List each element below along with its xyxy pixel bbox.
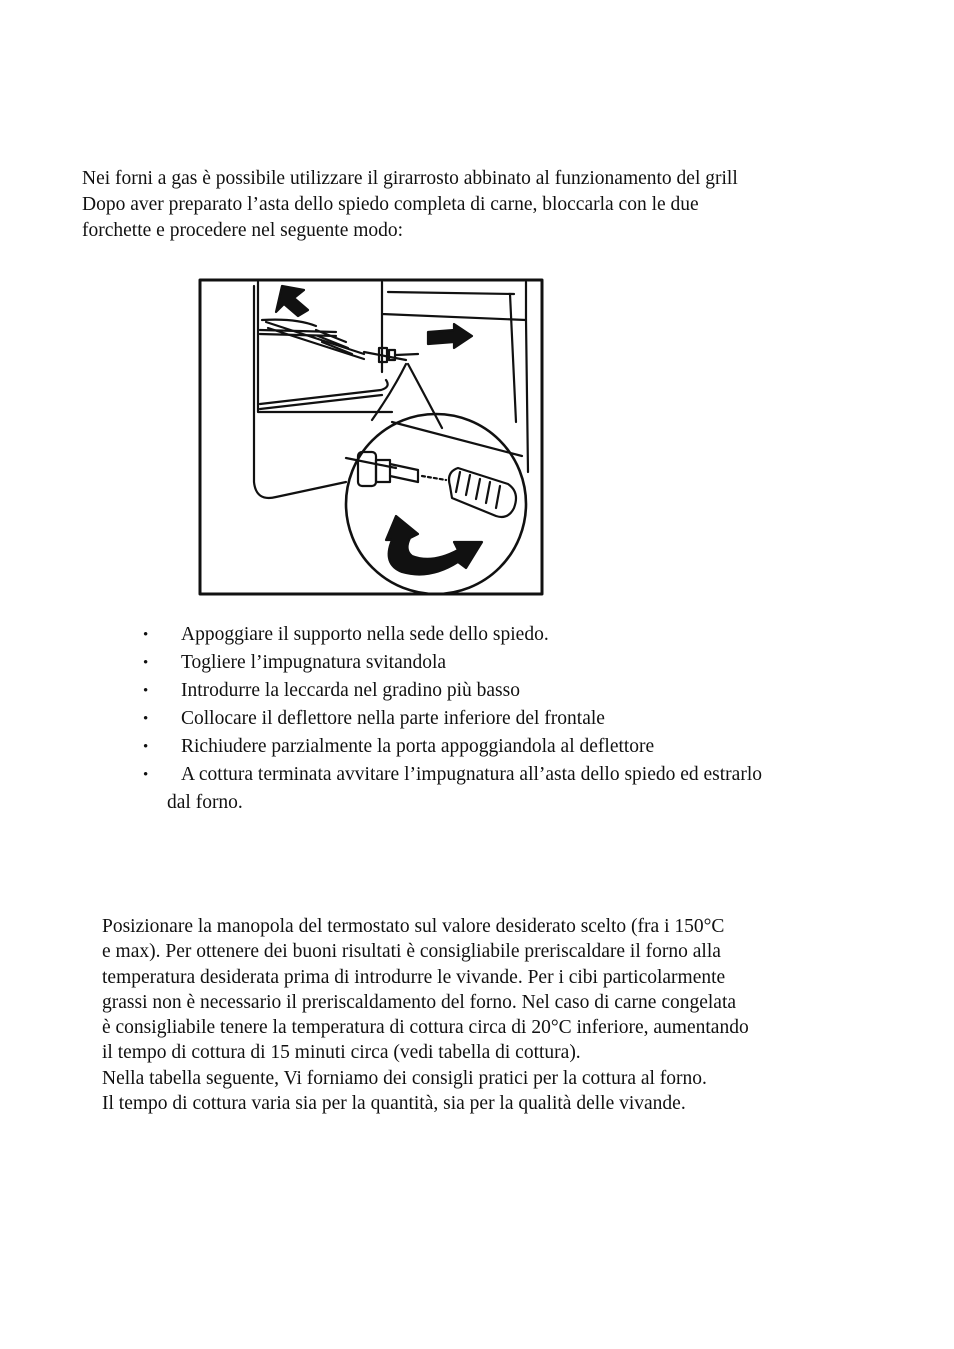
bullet-icon: • — [143, 655, 149, 671]
paragraph-line: Il tempo di cottura varia sia per la quantità, sia per la qualità delle vivande. — [102, 1093, 686, 1115]
paragraph-line: il tempo di cottura di 15 minuti circa (vedi tabella di cottura). — [102, 1042, 581, 1064]
list-item — [140, 733, 880, 761]
intro-paragraph — [82, 166, 872, 244]
list-item-continuation: dal forno. — [167, 792, 243, 813]
list-item — [140, 649, 880, 677]
list-item — [140, 705, 880, 733]
list-item — [140, 621, 880, 649]
intro-line: Dopo aver preparato l’asta dello spiedo completa di carne, bloccarla con le due — [82, 194, 699, 215]
list-item-text: Richiudere parzialmente la porta appoggiandola al deflettore — [181, 736, 655, 757]
bullet-icon: • — [143, 767, 149, 783]
intro-line: forchette e procedere nel seguente modo: — [82, 220, 404, 241]
bullet-icon: • — [143, 683, 149, 699]
list-item-text: Appoggiare il supporto nella sede dello spiedo. — [181, 624, 549, 645]
paragraph-line: Posizionare la manopola del termostato sul valore desiderato scelto (fra i 150°C — [102, 916, 725, 937]
intro-line: Nei forni a gas è possibile utilizzare il girarrosto abbinato al funzionamento del grill — [82, 168, 738, 189]
list-item — [140, 761, 880, 817]
bullet-icon: • — [143, 627, 149, 643]
list-item-text: A cottura terminata avvitare l’impugnatura all’asta dello spiedo ed estrarlo — [181, 764, 762, 785]
bullet-icon: • — [143, 739, 149, 755]
bullet-icon: • — [143, 711, 149, 727]
list-item-text: Togliere l’impugnatura svitandola — [181, 652, 447, 673]
paragraph-line: è consigliabile tenere la temperatura di cottura circa di 20°C inferiore, aumentando — [102, 1017, 749, 1039]
instruction-list — [140, 621, 880, 817]
list-item-text: Collocare il deflettore nella parte inferiore del frontale — [181, 708, 605, 729]
list-item-text: Introdurre la leccarda nel gradino più basso — [181, 680, 520, 701]
oven-paragraph — [102, 914, 877, 1116]
paragraph-line: Nella tabella seguente, Vi forniamo dei consigli pratici per la cottura al forno. — [102, 1067, 707, 1089]
paragraph-line: e max). Per ottenere dei buoni risultati è consigliabile preriscaldare il forno alla — [102, 941, 721, 963]
list-item — [140, 677, 880, 705]
paragraph-line: grassi non è necessario il preriscaldamento del forno. Nel caso di carne congelata — [102, 991, 737, 1013]
rotisserie-spit-icon — [196, 272, 546, 602]
paragraph-line: temperatura desiderata prima di introdurre le vivande. Per i cibi particolarmente — [102, 966, 726, 988]
rotisserie-diagram — [196, 272, 546, 602]
